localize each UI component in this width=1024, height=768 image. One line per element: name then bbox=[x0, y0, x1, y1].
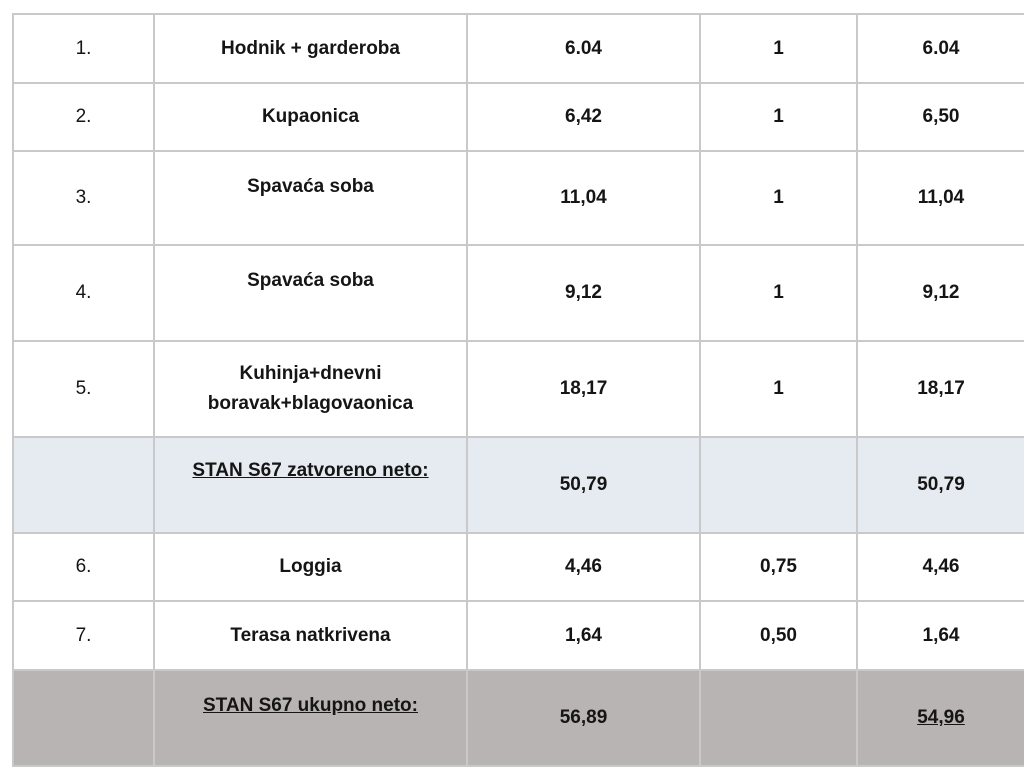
room-coefficient: 1 bbox=[700, 83, 857, 151]
room-area: 1,64 bbox=[467, 601, 700, 670]
room-coefficient: 1 bbox=[700, 245, 857, 341]
total-net-area-text: 54,96 bbox=[917, 707, 965, 728]
table-row bbox=[13, 83, 1024, 151]
row-number: 3. bbox=[13, 151, 154, 245]
subtotal-net-area: 50,79 bbox=[857, 437, 1024, 533]
room-name: Loggia bbox=[154, 533, 467, 601]
subtotal-label-text: STAN S67 zatvoreno neto: bbox=[192, 460, 429, 481]
room-area: 6,42 bbox=[467, 83, 700, 151]
total-label bbox=[154, 670, 467, 766]
room-name: Hodnik + garderoba bbox=[154, 14, 467, 83]
room-coefficient: 1 bbox=[700, 151, 857, 245]
room-name: Kuhinja+dnevni boravak+blagovaonica bbox=[154, 341, 467, 437]
room-net-area: 9,12 bbox=[857, 245, 1024, 341]
total-empty-cell bbox=[13, 670, 154, 766]
room-coefficient: 0,50 bbox=[700, 601, 857, 670]
subtotal-empty-cell bbox=[13, 437, 154, 533]
room-coefficient: 0,75 bbox=[700, 533, 857, 601]
total-label-text: STAN S67 ukupno neto: bbox=[203, 695, 418, 716]
row-number: 1. bbox=[13, 14, 154, 83]
room-name: Spavaća soba bbox=[154, 245, 467, 341]
total-row bbox=[13, 670, 1024, 766]
room-area: 18,17 bbox=[467, 341, 700, 437]
room-net-area: 11,04 bbox=[857, 151, 1024, 245]
room-area-table bbox=[12, 13, 1024, 767]
subtotal-label bbox=[154, 437, 467, 533]
row-number: 7. bbox=[13, 601, 154, 670]
row-number: 4. bbox=[13, 245, 154, 341]
room-net-area: 6.04 bbox=[857, 14, 1024, 83]
table-row bbox=[13, 151, 1024, 245]
table-row bbox=[13, 533, 1024, 601]
row-number: 2. bbox=[13, 83, 154, 151]
table-row bbox=[13, 14, 1024, 83]
room-net-area: 4,46 bbox=[857, 533, 1024, 601]
room-area: 11,04 bbox=[467, 151, 700, 245]
total-area: 56,89 bbox=[467, 670, 700, 766]
subtotal-row bbox=[13, 437, 1024, 533]
table-row bbox=[13, 245, 1024, 341]
table-row bbox=[13, 341, 1024, 437]
room-net-area: 6,50 bbox=[857, 83, 1024, 151]
room-area: 9,12 bbox=[467, 245, 700, 341]
room-area: 4,46 bbox=[467, 533, 700, 601]
subtotal-empty-coefficient bbox=[700, 437, 857, 533]
subtotal-area: 50,79 bbox=[467, 437, 700, 533]
room-coefficient: 1 bbox=[700, 14, 857, 83]
room-name: Terasa natkrivena bbox=[154, 601, 467, 670]
room-net-area: 18,17 bbox=[857, 341, 1024, 437]
room-coefficient: 1 bbox=[700, 341, 857, 437]
row-number: 6. bbox=[13, 533, 154, 601]
row-number: 5. bbox=[13, 341, 154, 437]
total-empty-coefficient bbox=[700, 670, 857, 766]
table-row bbox=[13, 601, 1024, 670]
room-net-area: 1,64 bbox=[857, 601, 1024, 670]
room-name: Kupaonica bbox=[154, 83, 467, 151]
room-area: 6.04 bbox=[467, 14, 700, 83]
room-name: Spavaća soba bbox=[154, 151, 467, 245]
total-net-area bbox=[857, 670, 1024, 766]
